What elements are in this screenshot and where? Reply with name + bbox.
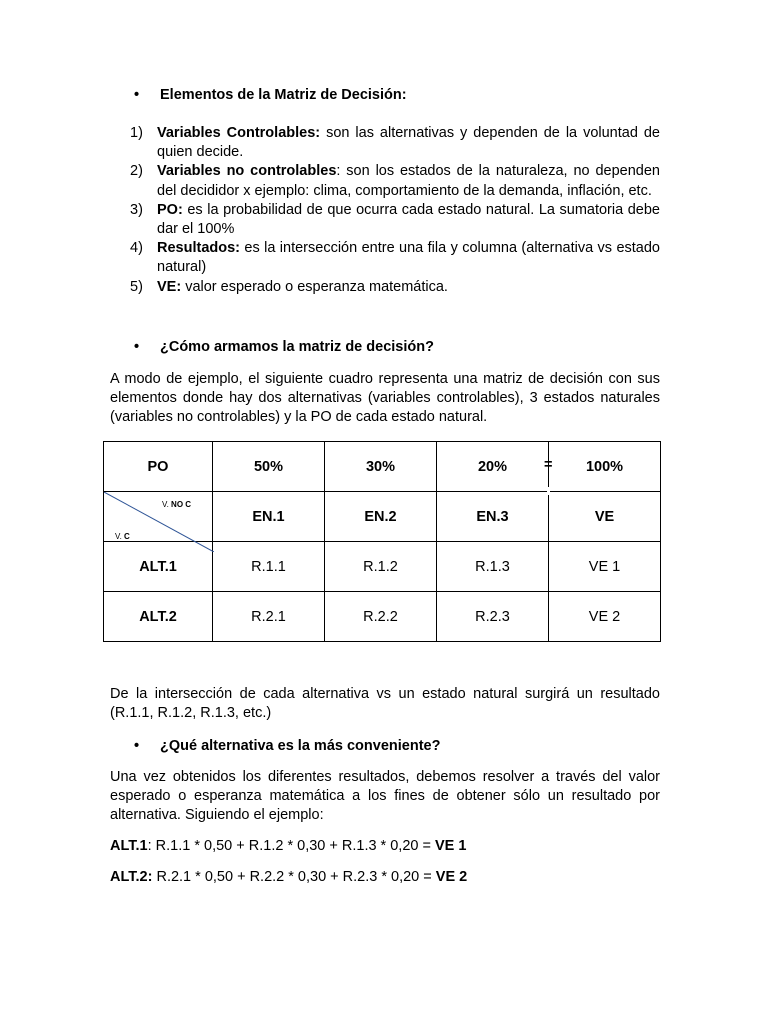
state-header-cell: EN.3	[437, 492, 549, 542]
item-number: 4)	[130, 240, 143, 257]
corner-label-alternatives: V. C	[115, 532, 130, 541]
item-number: 5)	[130, 278, 143, 295]
item-text: : son los estados de la naturaleza, no dependen del decididor x ejemplo: clima, comportamiento de la demanda, inflación, etc.	[157, 163, 660, 199]
alternative-cell: ALT.2	[104, 592, 213, 642]
state-header-cell: EN.1	[213, 492, 325, 542]
formula-expression: R.1.1 * 0,50 + R.1.2 * 0,30 + R.1.3 * 0,20 =	[151, 838, 435, 854]
formula-separator: :	[147, 838, 152, 854]
heading-text: ¿Cómo armamos la matriz de decisión?	[160, 339, 434, 355]
diagonal-line	[104, 492, 214, 552]
item-term: Resultados:	[157, 240, 240, 257]
result-cell: R.1.3	[437, 542, 549, 592]
state-header-cell: EN.2	[325, 492, 437, 542]
formula-result: VE 2	[435, 869, 468, 885]
heading-text: ¿Qué alternativa es la más conveniente?	[160, 738, 441, 754]
table-row-states	[104, 492, 661, 542]
item-text: es la probabilidad de que ocurra cada estado natural. La sumatoria debe dar el 100%	[157, 201, 660, 238]
list-item	[130, 201, 660, 239]
heading-text: Elementos de la Matriz de Decisión:	[160, 87, 407, 103]
formula-alt2	[110, 869, 467, 885]
list-item	[130, 124, 660, 162]
result-cell: R.2.1	[213, 592, 325, 642]
corner-label-states: V. NO C	[162, 500, 192, 509]
probability-cell: 30%	[325, 442, 437, 492]
item-term: VE:	[157, 278, 182, 295]
result-cell: R.2.3	[437, 592, 549, 642]
corner-diagonal-cell	[104, 492, 213, 542]
item-term: Variables no controlables	[157, 163, 337, 180]
probability-cell: 50%	[213, 442, 325, 492]
expected-value-cell: VE 2	[549, 592, 661, 642]
probability-cell: 20%	[437, 442, 549, 492]
elements-list	[130, 124, 660, 297]
formula-label: ALT.1	[110, 838, 148, 854]
result-cell: R.1.1	[213, 542, 325, 592]
ve-header-cell: VE	[549, 492, 661, 542]
bullet-icon: •	[134, 738, 140, 754]
list-item	[130, 278, 660, 297]
result-cell: R.2.2	[325, 592, 437, 642]
item-number: 1)	[130, 125, 143, 141]
result-cell: R.1.2	[325, 542, 437, 592]
bullet-icon: •	[134, 87, 140, 103]
formula-expression: R.2.1 * 0,50 + R.2.2 * 0,30 + R.2.3 * 0,20 =	[152, 869, 436, 885]
matrix-intro-paragraph: A modo de ejemplo, el siguiente cuadro representa una matriz de decisión con sus elementos donde hay dos alternativas (variables controlables), 3 estados naturales (variables no controlables) y la PO de cada estado natural.	[110, 371, 660, 426]
item-text: es la intersección entre una fila y columna (alternativa vs estado natural)	[157, 240, 660, 276]
table-row	[104, 592, 661, 642]
bullet-icon: •	[134, 339, 140, 355]
item-text: valor esperado o esperanza matemática.	[181, 278, 448, 295]
decision-matrix-table	[103, 441, 661, 642]
formula-label: ALT.2:	[110, 869, 153, 885]
expected-value-intro-paragraph: Una vez obtenidos los diferentes resultados, debemos resolver a través del valor esperado o esperanza matemática a los fines de obtener sólo un resultado por alternativa. Siguiendo el ejemplo:	[110, 769, 660, 824]
border-gap	[547, 487, 550, 495]
total-probability-cell: 100%	[549, 442, 661, 492]
formula-result: VE 1	[434, 838, 467, 854]
intersection-paragraph: De la intersección de cada alternativa vs un estado natural surgirá un resultado (R.1.1, R.1.2, R.1.3, etc.)	[110, 686, 660, 722]
alternative-cell: ALT.1	[104, 542, 213, 592]
formula-alt1	[110, 838, 466, 854]
item-term: PO:	[157, 201, 183, 218]
po-header-cell: PO	[104, 442, 213, 492]
item-term: Variables Controlables:	[157, 125, 321, 141]
item-text: son las alternativas y dependen de la voluntad de quien decide.	[157, 125, 660, 161]
equals-sign: =	[544, 457, 553, 473]
expected-value-cell: VE 1	[549, 542, 661, 592]
item-number: 3)	[130, 201, 143, 218]
table-row-probabilities	[104, 442, 661, 492]
list-item	[130, 162, 660, 200]
list-item	[130, 239, 660, 277]
item-number: 2)	[130, 163, 143, 180]
